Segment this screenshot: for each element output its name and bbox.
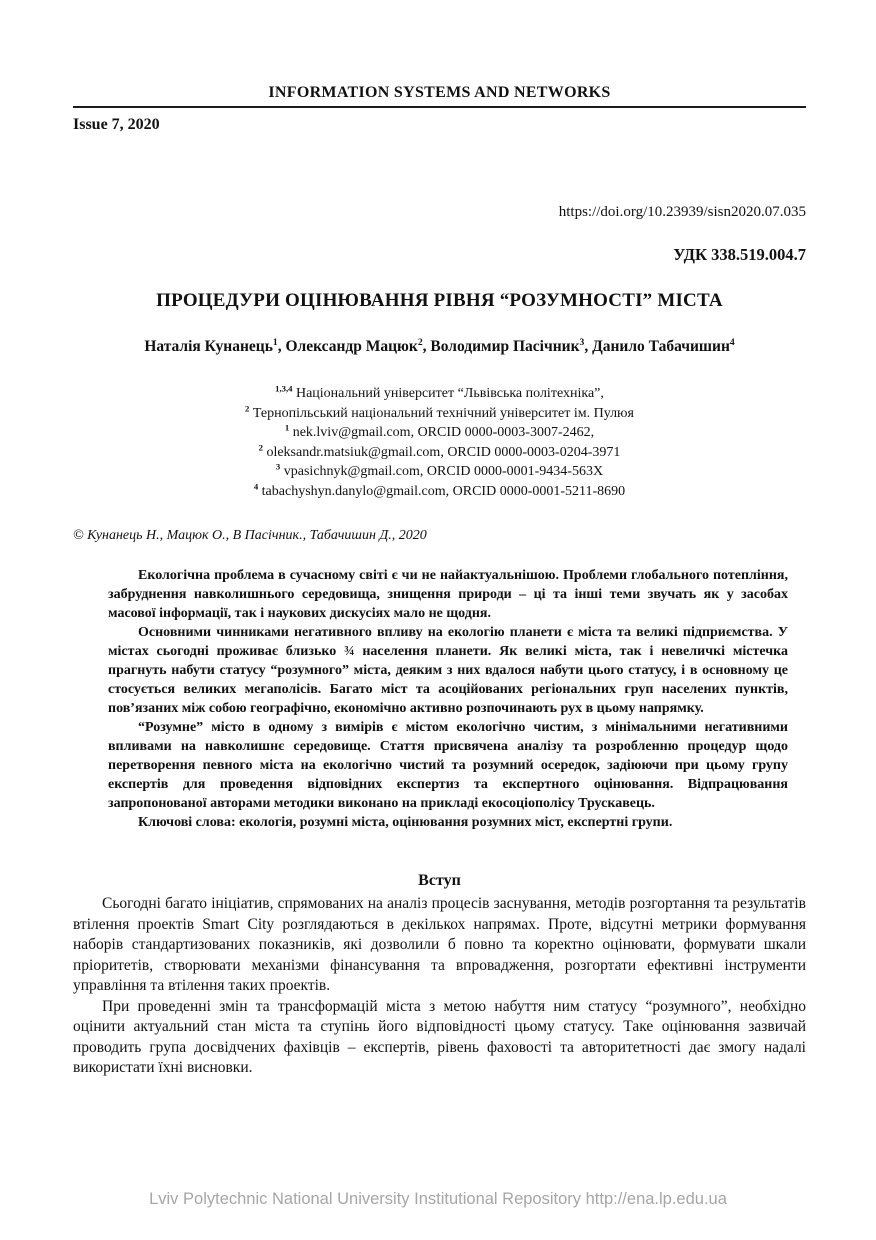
affiliation-line — [73, 443, 806, 463]
body-paragraph: При проведенні змін та трансформацій міста з метою набуття ним статусу “розумного”, необхідно оцінити актуальний стан міста та ступінь його відповідності цьому статусу. Таке оцінювання зазвичай проводить група досвідчених фахівців – експертів, рівень фаховості та авторитетності дає змогу надалі використати їхні висновки. — [73, 997, 806, 1076]
affiliation-sup: 4 — [253, 480, 259, 491]
author-1-sup: 1 — [272, 336, 278, 348]
author-separator: , — [584, 338, 593, 355]
affiliation-line — [73, 423, 806, 443]
affiliations-block — [73, 384, 806, 501]
doi-text: https://doi.org/10.23939/sisn2020.07.035 — [558, 204, 806, 220]
udc-label: УДК 338.519.004.7 — [673, 245, 806, 264]
affiliation-sup: 2 — [245, 402, 250, 413]
author-2-sup: 2 — [417, 336, 423, 348]
journal-title: INFORMATION SYSTEMS AND NETWORKS — [268, 84, 611, 101]
section-body — [73, 894, 806, 1079]
affiliation-line — [73, 384, 806, 404]
author-1-name: Наталія Кунанець — [144, 338, 273, 355]
article-title: ПРОЦЕДУРИ ОЦІНЮВАННЯ РІВНЯ “РОЗУМНОСТІ” МІСТА — [156, 290, 723, 311]
author-1 — [144, 338, 285, 355]
abstract-block — [108, 566, 788, 832]
body-paragraph: Сьогодні багато ініціатив, спрямованих на аналіз процесів заснування, методів розгортання та результатів втілення проектів Smart City розглядаються в декількох напрямах. Проте, відсутні метрики формування наборів стандартизованих показників, які дозволили б повно та коректно оцінювати, формувати шкали пріоритетів, створювати механізми фінансування та впровадження, розгортати ефективні інструменти управління та втілення таких проектів. — [73, 895, 806, 994]
affiliation-email: nek.lviv@gmail.com, ORCID 0000-0003-3007-2462, — [289, 425, 595, 440]
affiliation-email: tabachyshyn.danylo@gmail.com, ORCID 0000-0001-5211-8690 — [258, 483, 626, 499]
issue-label: Issue 7, 2020 — [73, 116, 160, 133]
affiliation-sup: 3 — [275, 461, 281, 472]
affiliation-email: vpasichnyk@gmail.com, ORCID 0000-0001-9434-563X — [280, 464, 604, 479]
affiliation-line — [73, 462, 806, 482]
affiliation-sup: 1,3,4 — [275, 383, 293, 394]
affiliation-email: oleksandr.matsiuk@gmail.com, ORCID 0000-0003-0204-3971 — [262, 444, 621, 460]
affiliation-sup: 1 — [284, 422, 290, 433]
abstract-paragraph: Екологічна проблема в сучасному світі є чи не найактуальнішою. Проблеми глобального потепління, забруднення навколишнього середовища, знищення природи – ці та інші теми звучать як у засобах масової інформації, так і наукових дискусіях мало не щодня. — [108, 568, 788, 621]
keywords-line: Ключові слова: екологія, розумні міста, оцінювання розумних міст, експертні групи. — [138, 815, 673, 830]
affiliation-sup: 2 — [258, 441, 263, 452]
author-3-name: Володимир Пасічник — [430, 338, 580, 355]
author-separator: , — [277, 338, 286, 355]
author-2-name: Олександр Мацюк — [285, 338, 418, 355]
author-separator: , — [422, 338, 431, 355]
author-2 — [285, 338, 430, 355]
author-3 — [430, 338, 592, 355]
affiliation-line — [73, 404, 806, 424]
author-4-sup: 4 — [729, 336, 735, 348]
authors-line — [73, 338, 806, 356]
abstract-paragraph: Основними чинниками негативного впливу на екологію планети є міста та великі підприємства. У містах сьогодні проживає близько ¾ населення планети. Як великі міста, так і невеличкі містечка прагнуть набути статусу “розумного” міста, деяким з них вдалося набути цього статусу, і в основному це стосується великих мегаполісів. Багато міст та асоційованих регіональних груп населених пунктів, пов’язаних між собою географічно, економічно активно розпочинають рух в цьому напрямку. — [108, 625, 788, 716]
header-rule — [73, 106, 806, 108]
section-heading-vstup: Вступ — [418, 872, 461, 889]
author-4-name: Данило Табачишин — [592, 338, 730, 355]
author-4 — [592, 338, 735, 355]
affiliation-line — [73, 482, 806, 502]
author-3-sup: 3 — [579, 336, 585, 348]
affiliation-text: Тернопільський національний технічний університет ім. Пулюя — [249, 405, 634, 421]
repository-footer: Lviv Polytechnic National University Institutional Repository http://ena.lp.edu.ua — [149, 1190, 727, 1208]
copyright-line: © Кунанець Н., Мацюк О., В Пасічник., Табачишин Д., 2020 — [73, 528, 427, 543]
abstract-paragraph: “Розумне” місто в одному з вимірів є містом екологічно чистим, з мінімальними негативними впливами на навколишнє середовище. Стаття присвячена аналізу та розробленню процедур щодо перетворення певного міста на екологічно чистий та розумний осередок, задіюючи при цьому групу експертів для проведення відповідних експертиз та експертного оцінювання. Відпрацювання запропонованої авторами методики виконано на прикладі екосоціополісу Трускавець. — [108, 720, 788, 811]
affiliation-text: Національний університет “Львівська політехніка”, — [292, 386, 604, 401]
